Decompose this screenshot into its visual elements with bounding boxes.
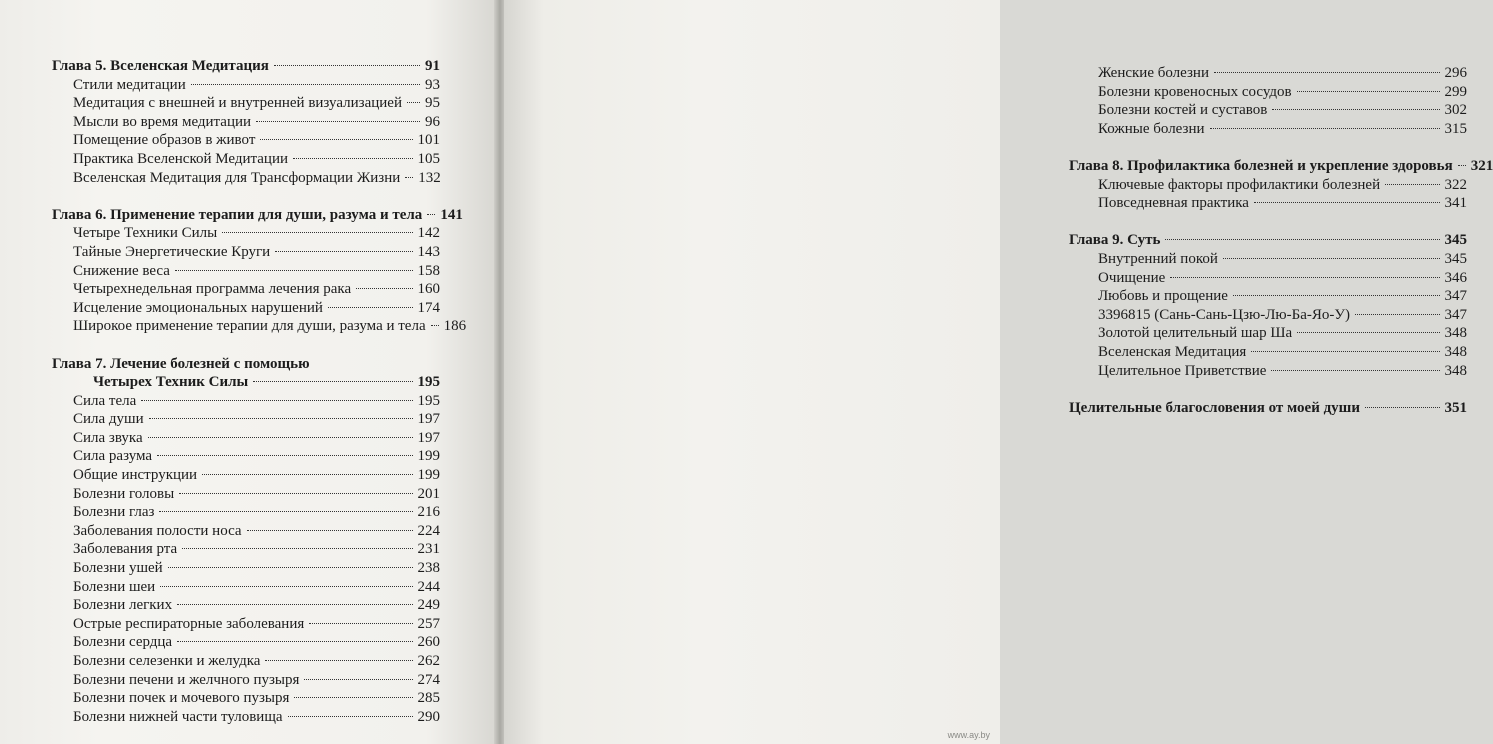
toc-page-number: 296 <box>1444 65 1467 81</box>
toc-entry-title: Сила души <box>73 411 144 428</box>
dot-leader <box>274 65 420 66</box>
toc-entry-title: Болезни костей и суставов <box>1098 102 1268 119</box>
toc-page-number: 299 <box>1444 83 1467 100</box>
dot-leader <box>405 177 413 178</box>
toc-page-number: 322 <box>1444 176 1467 193</box>
toc-entry-title: Болезни глаз <box>73 504 155 521</box>
toc-entry-title: Глава 5. Вселенская Медитация <box>52 58 269 74</box>
toc-entry <box>52 615 440 634</box>
dot-leader <box>1170 277 1439 278</box>
toc-entry <box>52 447 440 466</box>
dot-leader <box>256 121 420 122</box>
toc-entry <box>52 429 440 448</box>
toc-entry-title: Женские болезни <box>1098 65 1209 81</box>
toc-entry-title: Сила звука <box>73 429 143 446</box>
toc-spacer <box>1069 380 1467 399</box>
toc-page-number: 260 <box>417 634 440 651</box>
toc-entry-title: Глава 8. Профилактика болезней и укрепление здоровья <box>1069 157 1453 174</box>
toc-entry <box>52 94 440 113</box>
dot-leader <box>427 214 435 215</box>
toc-page-number: 142 <box>417 225 440 242</box>
dot-leader <box>1214 72 1440 73</box>
toc-page-number: 91 <box>425 58 440 74</box>
toc-page-number: 195 <box>417 392 440 409</box>
toc-page-number: 348 <box>1444 362 1467 379</box>
toc-entry <box>52 150 440 169</box>
toc-entry-title: Четыре Техники Силы <box>73 225 218 242</box>
toc-entry-title: Общие инструкции <box>73 467 198 484</box>
toc-page-number: 347 <box>1444 306 1467 323</box>
toc-page-number: 160 <box>417 281 440 298</box>
dot-leader <box>309 623 412 624</box>
dot-leader <box>1254 202 1440 203</box>
toc-chapter-entry <box>1069 399 1467 418</box>
toc-entry-title: Кожные болезни <box>1098 120 1205 137</box>
toc-page-number: 186 <box>443 318 467 335</box>
toc-page-number: 341 <box>1444 195 1467 212</box>
toc-entry <box>52 559 440 578</box>
toc-entry-title: Целительное Приветствие <box>1098 362 1267 379</box>
toc-entry-title: Болезни нижней части туловища <box>73 708 283 725</box>
toc-entry <box>1069 101 1467 120</box>
toc-entry-title: Болезни головы <box>73 485 175 502</box>
right-toc <box>1069 64 1493 417</box>
dot-leader <box>328 307 413 308</box>
toc-entry <box>1069 343 1467 362</box>
toc-page-number: 244 <box>417 578 440 595</box>
toc-entry-title: Заболевания рта <box>73 541 178 558</box>
toc-entry <box>52 410 440 429</box>
toc-page-number: 348 <box>1444 343 1467 360</box>
toc-page-number: 257 <box>417 615 440 632</box>
dot-leader <box>407 102 420 103</box>
toc-entry-title: Исцеление эмоциональных нарушений <box>73 299 323 316</box>
toc-page-number: 262 <box>417 653 440 669</box>
dot-leader <box>148 437 413 438</box>
toc-chapter-entry <box>1069 231 1467 250</box>
toc-entry-title: Практика Вселенской Медитации <box>73 150 289 167</box>
toc-page-number: 302 <box>1444 102 1467 119</box>
toc-entry-title: Вселенская Медитация <box>1098 343 1247 360</box>
dot-leader <box>260 139 412 140</box>
toc-entry-title: Четырехнедельная программа лечения рака <box>73 281 352 298</box>
toc-page-number: 141 <box>440 206 463 223</box>
toc-chapter-entry <box>1069 157 1493 176</box>
toc-page-number: 285 <box>417 690 440 707</box>
dot-leader <box>1210 128 1440 129</box>
toc-entry <box>52 596 440 615</box>
toc-entry-title: Болезни почек и мочевого пузыря <box>73 690 290 707</box>
toc-entry <box>52 578 440 597</box>
toc-page-number: 199 <box>417 448 440 465</box>
toc-page-number: 315 <box>1444 120 1467 137</box>
toc-entry <box>1069 306 1467 325</box>
toc-page-number: 101 <box>417 132 440 149</box>
toc-entry-title: Четырех Техник Силы <box>93 374 249 391</box>
dot-leader <box>1271 370 1439 371</box>
dot-leader <box>275 251 412 252</box>
toc-entry <box>52 633 440 652</box>
toc-chapter-entry <box>52 373 440 392</box>
toc-page-number: 274 <box>417 671 440 688</box>
dot-leader <box>141 400 412 401</box>
toc-entry <box>52 76 440 95</box>
dot-leader <box>159 511 412 512</box>
toc-entry-title: Глава 7. Лечение болезней с помощью <box>52 355 310 372</box>
left-page <box>0 0 496 744</box>
toc-entry <box>52 540 440 559</box>
toc-page-number: 346 <box>1444 269 1467 286</box>
toc-page-number: 96 <box>425 113 440 130</box>
toc-entry-title: Глава 6. Применение терапии для души, разума и тела <box>52 206 423 223</box>
toc-entry <box>52 466 440 485</box>
toc-page-number: 143 <box>417 243 440 260</box>
toc-entry-title: Золотой целительный шар Ша <box>1098 325 1293 342</box>
dot-leader <box>1458 165 1466 166</box>
toc-chapter-entry <box>52 206 463 225</box>
dot-leader <box>431 325 439 326</box>
dot-leader <box>222 232 412 233</box>
toc-page-number: 345 <box>1444 250 1467 267</box>
dot-leader <box>253 381 412 382</box>
dot-leader <box>1165 239 1439 240</box>
toc-entry-title: Заболевания полости носа <box>73 522 242 539</box>
toc-page-number: 199 <box>417 467 440 484</box>
toc-entry <box>52 485 440 504</box>
toc-entry-title: Болезни сердца <box>73 634 173 651</box>
toc-page-number: 197 <box>417 411 440 428</box>
toc-entry-title: Сила тела <box>73 392 137 409</box>
toc-page-number: 95 <box>425 95 440 112</box>
dot-leader <box>1251 351 1439 352</box>
toc-page-number: 347 <box>1444 288 1467 305</box>
toc-page-number: 174 <box>417 299 440 316</box>
toc-page-number: 231 <box>417 541 440 558</box>
toc-entry <box>1069 269 1467 288</box>
toc-entry <box>52 280 440 299</box>
toc-page-number: 345 <box>1444 232 1467 249</box>
toc-entry <box>52 708 440 727</box>
dot-leader <box>1223 258 1440 259</box>
toc-entry <box>52 392 440 411</box>
dot-leader <box>157 455 412 456</box>
toc-entry-title: Помещение образов в живот <box>73 132 256 149</box>
toc-page-number: 132 <box>418 169 441 186</box>
toc-entry-title: Ключевые факторы профилактики болезней <box>1098 176 1381 193</box>
toc-chapter-entry <box>52 355 440 374</box>
dot-leader <box>202 474 412 475</box>
dot-leader <box>1365 407 1440 408</box>
toc-entry <box>52 317 467 336</box>
dot-leader <box>168 567 413 568</box>
toc-entry <box>52 224 440 243</box>
toc-spacer <box>1069 213 1467 232</box>
toc-entry-title: Мысли во время медитации <box>73 113 252 130</box>
dot-leader <box>1233 295 1440 296</box>
dot-leader <box>1385 184 1439 185</box>
dot-leader <box>149 418 413 419</box>
toc-page-number: 351 <box>1444 399 1467 416</box>
toc-entry <box>52 652 440 671</box>
toc-entry-title: Болезни печени и желчного пузыря <box>73 671 300 688</box>
toc-page-number: 158 <box>417 262 440 279</box>
dot-leader <box>288 716 413 717</box>
toc-entry-title: Снижение веса <box>73 262 170 279</box>
dot-leader <box>175 270 413 271</box>
toc-entry <box>1069 120 1467 139</box>
dot-leader <box>1272 109 1439 110</box>
toc-entry-title: Широкое применение терапии для души, разума и тела <box>73 318 426 335</box>
dot-leader <box>356 288 412 289</box>
toc-page-number: 348 <box>1444 325 1467 342</box>
toc-page-number: 216 <box>417 504 440 521</box>
toc-page-number: 195 <box>417 374 440 391</box>
toc-page-number: 290 <box>417 708 440 725</box>
left-toc <box>52 57 467 726</box>
toc-page-number: 321 <box>1470 157 1493 174</box>
toc-entry <box>1069 324 1467 343</box>
toc-entry-title: Болезни шеи <box>73 578 156 595</box>
toc-page-number: 224 <box>417 522 440 539</box>
dot-leader <box>247 530 413 531</box>
dot-leader <box>294 697 412 698</box>
dot-leader <box>304 679 412 680</box>
toc-entry-title: 3396815 (Сань-Сань-Цзю-Лю-Ба-Яо-У) <box>1098 306 1351 323</box>
toc-entry-title: Внутренний покой <box>1098 250 1218 267</box>
toc-entry-title: Целительные благословения от моей души <box>1069 399 1360 416</box>
dot-leader <box>179 493 412 494</box>
toc-entry <box>52 262 440 281</box>
toc-entry <box>52 503 440 522</box>
toc-page-number: 197 <box>417 429 440 446</box>
toc-page-number: 93 <box>425 76 440 93</box>
dot-leader <box>160 586 412 587</box>
toc-entry <box>52 299 440 318</box>
toc-entry <box>1069 287 1467 306</box>
dot-leader <box>177 641 412 642</box>
dot-leader <box>177 604 412 605</box>
dot-leader <box>265 660 412 661</box>
toc-spacer <box>52 336 440 355</box>
toc-entry-title: Повседневная практика <box>1098 195 1249 212</box>
toc-entry-title: Острые респираторные заболевания <box>73 615 305 632</box>
toc-entry <box>1069 83 1467 102</box>
toc-entry-title: Сила разума <box>73 448 153 465</box>
right-page <box>504 0 1493 744</box>
dot-leader <box>293 158 412 159</box>
toc-entry <box>52 671 440 690</box>
toc-page-number: 249 <box>417 597 440 614</box>
toc-chapter-entry <box>52 57 440 76</box>
watermark: www.ay.by <box>947 730 990 740</box>
toc-entry-title: Очищение <box>1098 269 1166 286</box>
toc-entry-title: Медитация с внешней и внутренней визуализацией <box>73 95 402 112</box>
toc-entry-title: Стили медитации <box>73 76 186 93</box>
dot-leader <box>1297 332 1439 333</box>
toc-entry-title: Вселенская Медитация для Трансформации Жизни <box>73 169 401 186</box>
toc-entry <box>52 689 440 708</box>
toc-entry-title: Болезни кровеносных сосудов <box>1098 83 1292 100</box>
toc-entry <box>1069 250 1467 269</box>
toc-entry-title: Болезни ушей <box>73 560 163 577</box>
dot-leader <box>191 84 420 85</box>
toc-entry <box>1069 176 1467 195</box>
dot-leader <box>1355 314 1439 315</box>
toc-entry-title: Болезни легких <box>73 597 173 614</box>
toc-entry <box>1069 194 1467 213</box>
toc-entry-title: Болезни селезенки и желудка <box>73 653 261 669</box>
toc-page-number: 105 <box>417 150 440 167</box>
toc-spacer <box>52 187 440 206</box>
toc-entry <box>52 113 440 132</box>
dot-leader <box>182 548 412 549</box>
toc-entry <box>52 522 440 541</box>
toc-entry <box>52 169 440 188</box>
toc-spacer <box>1069 138 1467 157</box>
toc-entry <box>52 243 440 262</box>
toc-page-number: 238 <box>417 560 440 577</box>
toc-entry-title: Глава 9. Суть <box>1069 232 1161 249</box>
dot-leader <box>1297 91 1440 92</box>
toc-entry-title: Тайные Энергетические Круги <box>73 243 271 260</box>
toc-page-number: 201 <box>417 485 440 502</box>
toc-entry <box>1069 64 1467 83</box>
toc-entry <box>52 131 440 150</box>
toc-entry <box>1069 362 1467 381</box>
toc-entry-title: Любовь и прощение <box>1098 288 1228 305</box>
